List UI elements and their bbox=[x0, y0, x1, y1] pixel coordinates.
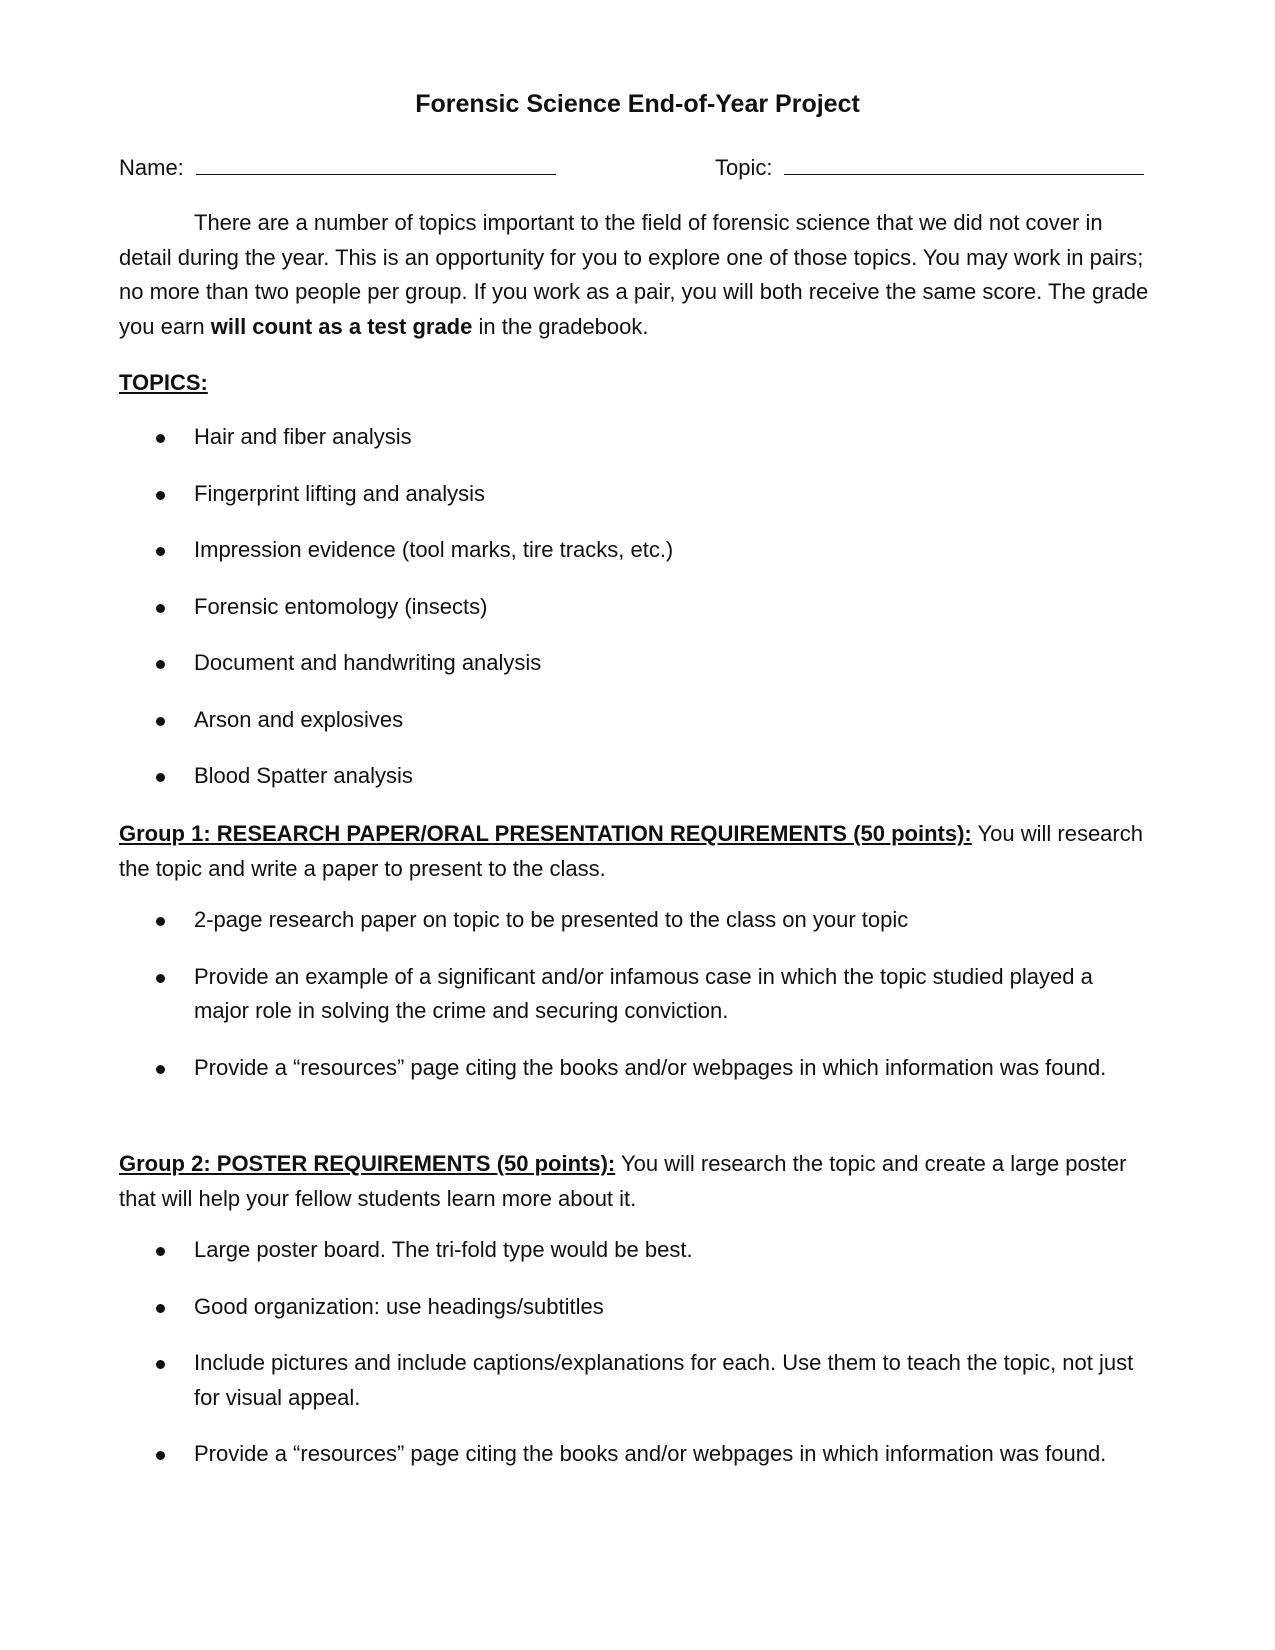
list-item: Provide a “resources” page citing the books and/or webpages in which information was found. bbox=[0, 1437, 1149, 1472]
bullet-icon bbox=[156, 1065, 165, 1074]
name-label: Name: bbox=[119, 155, 184, 180]
list-item: Include pictures and include captions/explanations for each. Use them to teach the topic, not just for visual appeal. bbox=[0, 1346, 1149, 1415]
name-blank-line bbox=[196, 152, 556, 175]
topic-label: Topic: bbox=[715, 155, 773, 180]
group2-paragraph bbox=[119, 1147, 1149, 1216]
topic-field bbox=[715, 152, 1144, 183]
list-item: Forensic entomology (insects) bbox=[0, 590, 1149, 625]
list-item: Fingerprint lifting and analysis bbox=[0, 477, 1149, 512]
group1-heading: Group 1: RESEARCH PAPER/ORAL PRESENTATION REQUIREMENTS (50 points): bbox=[119, 821, 972, 846]
bullet-icon bbox=[156, 1247, 165, 1256]
list-item: Impression evidence (tool marks, tire tracks, etc.) bbox=[0, 533, 1149, 568]
group1-paragraph bbox=[119, 817, 1149, 886]
bullet-icon bbox=[156, 660, 165, 669]
group2-heading: Group 2: POSTER REQUIREMENTS (50 points): bbox=[119, 1151, 616, 1176]
bullet-icon bbox=[156, 491, 165, 500]
bullet-icon bbox=[156, 547, 165, 556]
list-item: Good organization: use headings/subtitles bbox=[0, 1290, 1149, 1325]
bullet-icon bbox=[156, 917, 165, 926]
list-item: Provide an example of a significant and/or infamous case in which the topic studied played a major role in solving the crime and securing conviction. bbox=[0, 960, 1149, 1029]
list-item: Document and handwriting analysis bbox=[0, 646, 1149, 681]
group1-requirements-list bbox=[0, 903, 1149, 1107]
group1-description: You will research the topic and write a paper to present to the class. bbox=[119, 821, 1143, 881]
bullet-icon bbox=[156, 773, 165, 782]
bullet-icon bbox=[156, 1451, 165, 1460]
bullet-icon bbox=[156, 974, 165, 983]
intro-paragraph bbox=[119, 206, 1149, 344]
bullet-icon bbox=[156, 1304, 165, 1313]
list-item: Provide a “resources” page citing the books and/or webpages in which information was found. bbox=[0, 1051, 1149, 1086]
list-item: 2-page research paper on topic to be presented to the class on your topic bbox=[0, 903, 1149, 938]
bullet-icon bbox=[156, 604, 165, 613]
topics-heading: TOPICS: bbox=[119, 370, 208, 395]
list-item: Large poster board. The tri-fold type would be best. bbox=[0, 1233, 1149, 1268]
intro-text-2: in the gradebook. bbox=[472, 313, 649, 339]
bullet-icon bbox=[156, 717, 165, 726]
group2-description: You will research the topic and create a large poster that will help your fellow students learn more about it. bbox=[119, 1151, 1127, 1211]
bullet-icon bbox=[156, 434, 165, 443]
bullet-icon bbox=[156, 1360, 165, 1369]
list-item: Blood Spatter analysis bbox=[0, 759, 1149, 794]
intro-text-1: There are a number of topics important to the field of forensic science that we did not cover in detail during the year. This is an opportunity for you to explore one of those topics. You may work in pairs; no more than two people per group. If you work as a pair, you will both receive the same score. The grade you earn bbox=[119, 210, 1149, 339]
group2-requirements-list bbox=[0, 1233, 1149, 1494]
list-item: Hair and fiber analysis bbox=[0, 420, 1149, 455]
topics-list bbox=[0, 420, 1149, 816]
name-field bbox=[119, 152, 556, 183]
list-item: Arson and explosives bbox=[0, 703, 1149, 738]
topic-blank-line bbox=[784, 152, 1144, 175]
document-title: Forensic Science End-of-Year Project bbox=[415, 90, 860, 118]
intro-bold-text: will count as a test grade bbox=[210, 313, 473, 339]
